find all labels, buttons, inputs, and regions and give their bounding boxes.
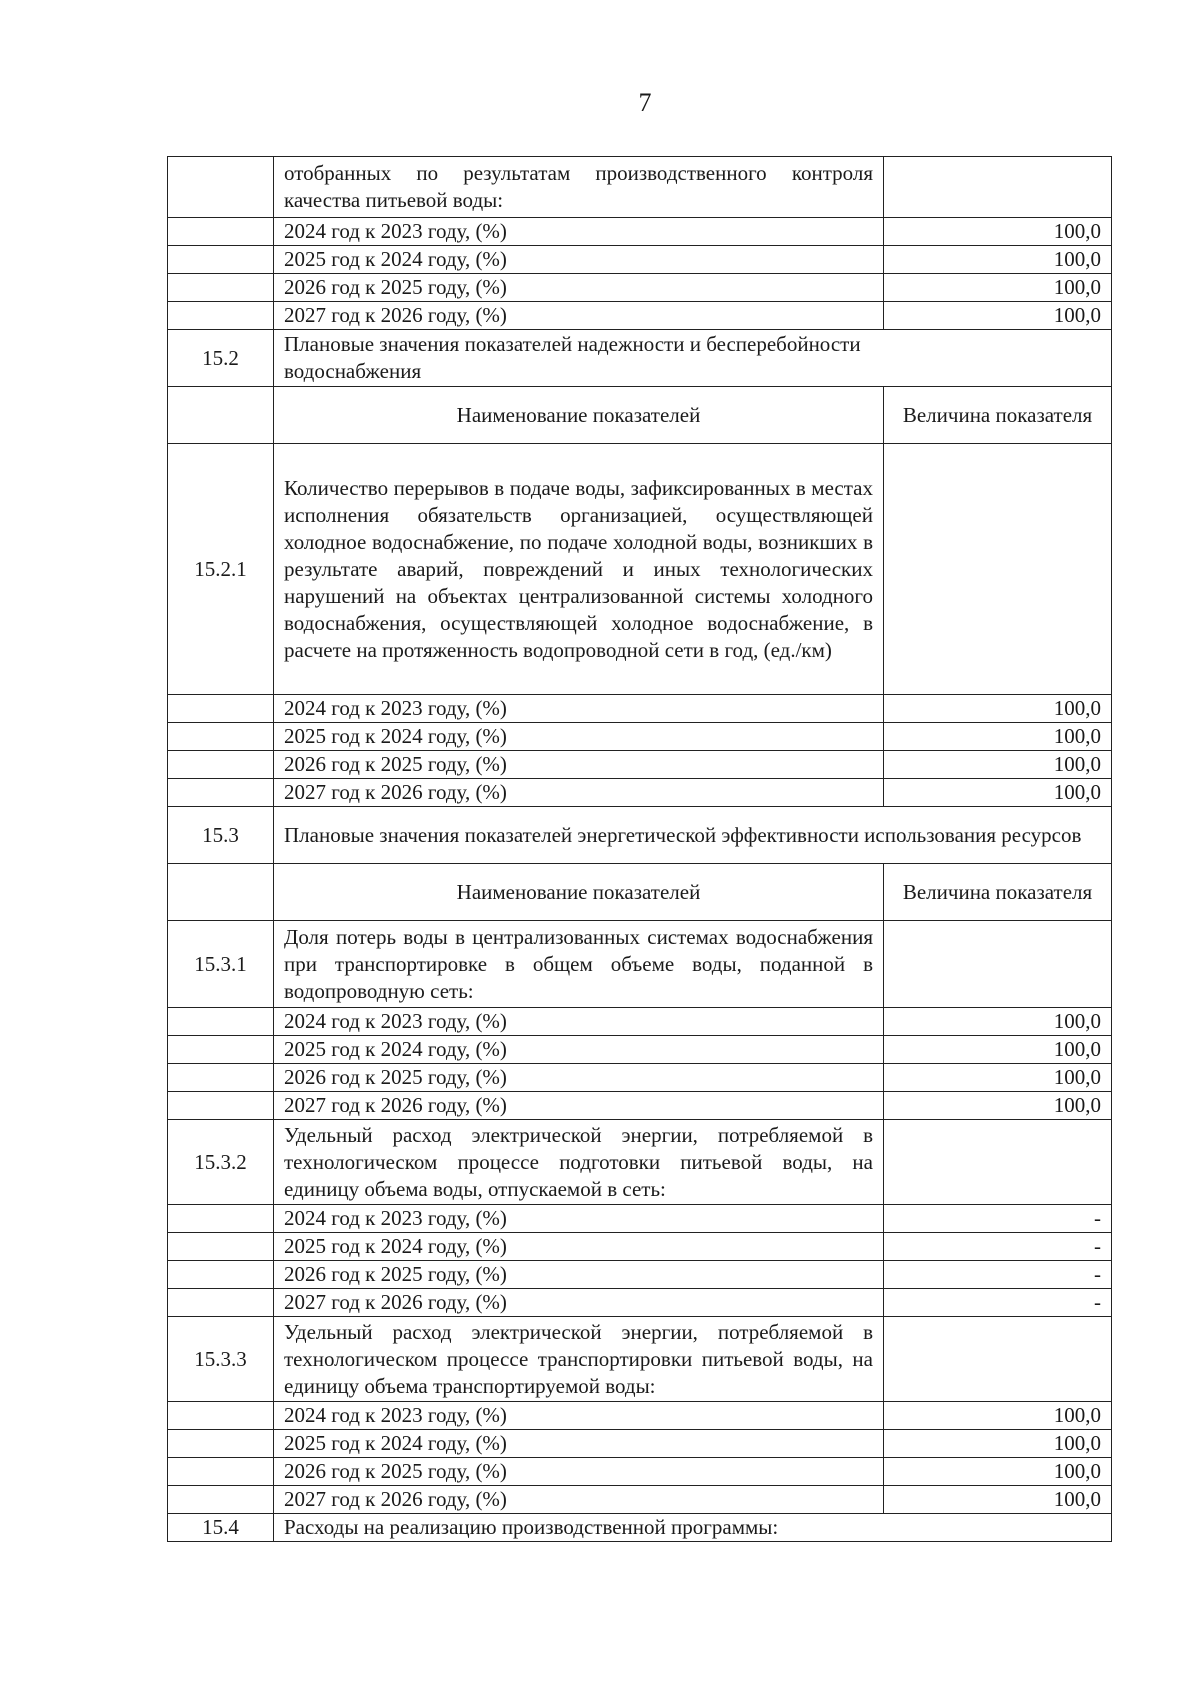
table-row [168,751,1112,779]
section-number: 15.4 [168,1514,274,1542]
table-row [168,1458,1112,1486]
indicator-value: 100,0 [884,1036,1112,1064]
year-label: 2024 год к 2023 году, (%) [274,218,884,246]
indicator-row [168,1120,1112,1205]
table-row [168,779,1112,807]
indicator-value: 100,0 [884,1092,1112,1120]
year-label: 2024 год к 2023 году, (%) [274,1205,884,1233]
indicator-value: 100,0 [884,1430,1112,1458]
year-label: 2024 год к 2023 году, (%) [274,1402,884,1430]
indicator-value: 100,0 [884,779,1112,807]
indicator-value: 100,0 [884,1064,1112,1092]
year-label: 2027 год к 2026 году, (%) [274,302,884,330]
year-label: 2026 год к 2025 году, (%) [274,1261,884,1289]
year-label: 2024 год к 2023 году, (%) [274,695,884,723]
table-row [168,1289,1112,1317]
indicator-number: 15.3.2 [168,1120,274,1205]
column-header-value: Величина показателя [884,387,1112,444]
header-row [168,864,1112,921]
column-header-name: Наименование показателей [274,864,884,921]
section-number: 15.3 [168,807,274,864]
indicator-text: Удельный расход электрической энергии, потребляемой в технологическом процессе подготовки питьевой воды, на единицу объема воды, отпускаемой в сеть: [274,1120,884,1205]
table-row [168,1205,1112,1233]
indicator-value: 100,0 [884,695,1112,723]
year-label: 2025 год к 2024 году, (%) [274,246,884,274]
table-row [168,1430,1112,1458]
year-label: 2024 год к 2023 году, (%) [274,1008,884,1036]
table-row [168,246,1112,274]
table-row [168,1064,1112,1092]
indicator-row [168,921,1112,1008]
indicator-value: 100,0 [884,751,1112,779]
indicator-value: 100,0 [884,1008,1112,1036]
year-label: 2025 год к 2024 году, (%) [274,723,884,751]
section-row [168,330,1112,387]
header-row [168,387,1112,444]
section-title: Плановые значения показателей энергетической эффективности использования ресурсов [274,807,1112,864]
year-label: 2027 год к 2026 году, (%) [274,1289,884,1317]
table-row [168,157,1112,218]
column-header-name: Наименование показателей [274,387,884,444]
section-title: Плановые значения показателей надежности и бесперебойности водоснабжения [274,330,1112,387]
indicator-value: 100,0 [884,1486,1112,1514]
indicator-value: - [884,1289,1112,1317]
table-row [168,1008,1112,1036]
year-label: 2027 год к 2026 году, (%) [274,779,884,807]
indicator-row [168,1317,1112,1402]
table-row [168,1092,1112,1120]
section-row [168,1514,1112,1542]
table-row [168,1233,1112,1261]
table-row [168,695,1112,723]
indicator-value: 100,0 [884,1402,1112,1430]
indicator-value: 100,0 [884,274,1112,302]
section-title: Расходы на реализацию производственной программы: [274,1514,1112,1542]
indicator-value: - [884,1205,1112,1233]
indicator-value: 100,0 [884,723,1112,751]
indicator-text: Количество перерывов в подаче воды, зафиксированных в местах исполнения обязательств организацией, осуществляющей холодное водоснабжение, по подаче холодной воды, возникших в результате аварий, повреждений и иных технологических нарушений на объектах централизованной системы холодного водоснабжения, осуществляющей холодное водоснабжение, в расчете на протяженность водопроводной сети в год, (ед./км) [274,444,884,695]
indicator-value: 100,0 [884,246,1112,274]
indicator-text: Доля потерь воды в централизованных системах водоснабжения при транспортировке в общем объеме воды, поданной в водопроводную сеть: [274,921,884,1008]
indicators-table [167,156,1112,1542]
page-number: 7 [638,88,652,117]
table-row [168,274,1112,302]
table-row [168,1486,1112,1514]
section-number: 15.2 [168,330,274,387]
year-label: 2027 год к 2026 году, (%) [274,1092,884,1120]
indicator-value: - [884,1261,1112,1289]
table-row [168,1261,1112,1289]
year-label: 2026 год к 2025 году, (%) [274,1458,884,1486]
indicator-number: 15.3.1 [168,921,274,1008]
indicator-row [168,444,1112,695]
year-label: 2026 год к 2025 году, (%) [274,751,884,779]
indicator-number: 15.2.1 [168,444,274,695]
table-row [168,1036,1112,1064]
indicator-value: - [884,1233,1112,1261]
indicator-value: 100,0 [884,218,1112,246]
year-label: 2026 год к 2025 году, (%) [274,1064,884,1092]
indicator-number: 15.3.3 [168,1317,274,1402]
indicator-text: отобранных по результатам производственного контроля качества питьевой воды: [274,157,884,218]
table-row [168,1402,1112,1430]
year-label: 2025 год к 2024 году, (%) [274,1430,884,1458]
table-row [168,302,1112,330]
column-header-value: Величина показателя [884,864,1112,921]
table-row [168,723,1112,751]
year-label: 2025 год к 2024 году, (%) [274,1036,884,1064]
indicator-value: 100,0 [884,302,1112,330]
indicator-text: Удельный расход электрической энергии, потребляемой в технологическом процессе транспортировки питьевой воды, на единицу объема транспортируемой воды: [274,1317,884,1402]
year-label: 2027 год к 2026 году, (%) [274,1486,884,1514]
section-row [168,807,1112,864]
indicator-value: 100,0 [884,1458,1112,1486]
year-label: 2025 год к 2024 году, (%) [274,1233,884,1261]
table-row [168,218,1112,246]
year-label: 2026 год к 2025 году, (%) [274,274,884,302]
